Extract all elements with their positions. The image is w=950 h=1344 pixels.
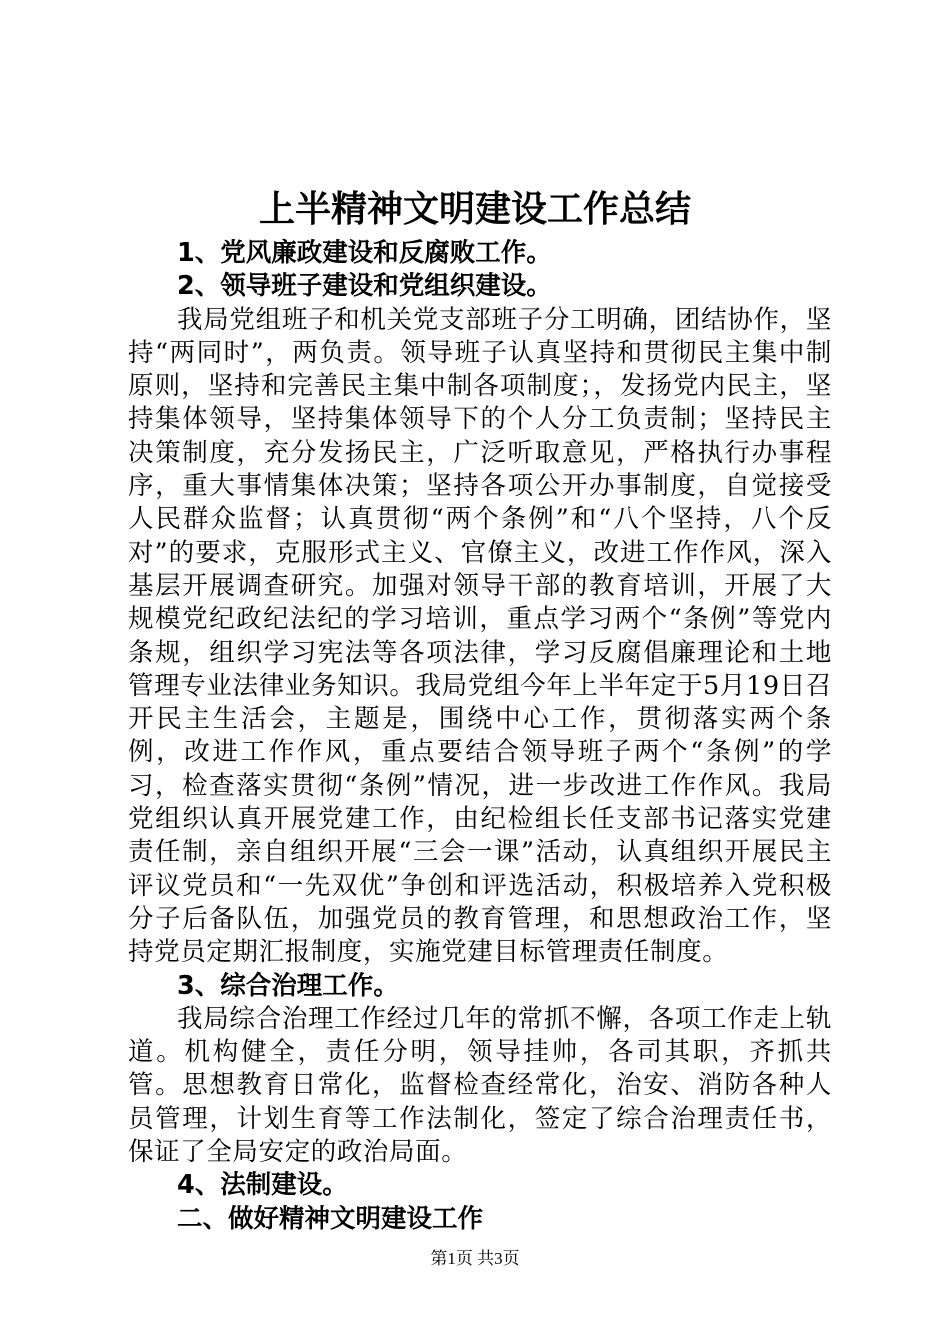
section-heading-4: 4、法制建设。 [177,1170,348,1201]
paragraph-governance: 我局综合治理工作经过几年的常抓不懈，各项工作走上轨道。机构健全，责任分明，领导挂帅，各司其职，齐抓共管。思想教育日常化，监督检查经常化，治安、消防各种人员管理，计划生育等工作法制化，签定了综合治理责任书，保证了全局安定的政治局面。 [128,1003,832,1168]
section-heading-part-two: 二、做好精神文明建设工作 [177,1203,484,1234]
section-heading-2: 2、领导班子建设和党组织建设。 [177,271,552,302]
section-heading-3: 3、综合治理工作。 [177,970,399,1001]
paragraph-leadership: 我局党组班子和机关党支部班子分工明确，团结协作，坚持“两同时”，两负责。领导班子认真坚持和贯彻民主集中制原则，坚持和完善民主集中制各项制度；，发扬党内民主，坚持集体领导，坚持集体领导下的个人分工负责制；坚持民主决策制度，充分发扬民主，广泛听取意见，严格执行办事程序，重大事情集体决策；坚持各项公开办事制度，自觉接受人民群众监督；认真贯彻“两个条例”和“八个坚持，八个反对”的要求，克服形式主义、官僚主义，改进工作作风，深入基层开展调查研究。加强对领导干部的教育培训，开展了大规模党纪政纪法纪的学习培训，重点学习两个“条例”等党内条规，组织学习宪法等各项法律，学习反腐倡廉理论和土地管理专业法律业务知识。我局党组今年上半年定于5月19日召开民主生活会，主题是，围绕中心工作，贯彻落实两个条例，改进工作作风，重点要结合领导班子两个“条例”的学习，检查落实贯彻“条例”情况，进一步改进工作作风。我局党组织认真开展党建工作，由纪检组长任支部书记落实党建责任制，亲自组织开展“三会一课”活动，认真组织开展民主评议党员和“一先双优”争创和评选活动，积极培养入党积极分子后备队伍，加强党员的教育管理，和思想政治工作，坚持党员定期汇报制度，实施党建目标管理责任制度。 [128,304,832,968]
section-heading-1: 1、党风廉政建设和反腐败工作。 [177,238,552,268]
document-body [128,237,832,1236]
page-footer: 第1页 共3页 [430,1249,520,1268]
document-title: 上半精神文明建设工作总结 [258,188,691,230]
